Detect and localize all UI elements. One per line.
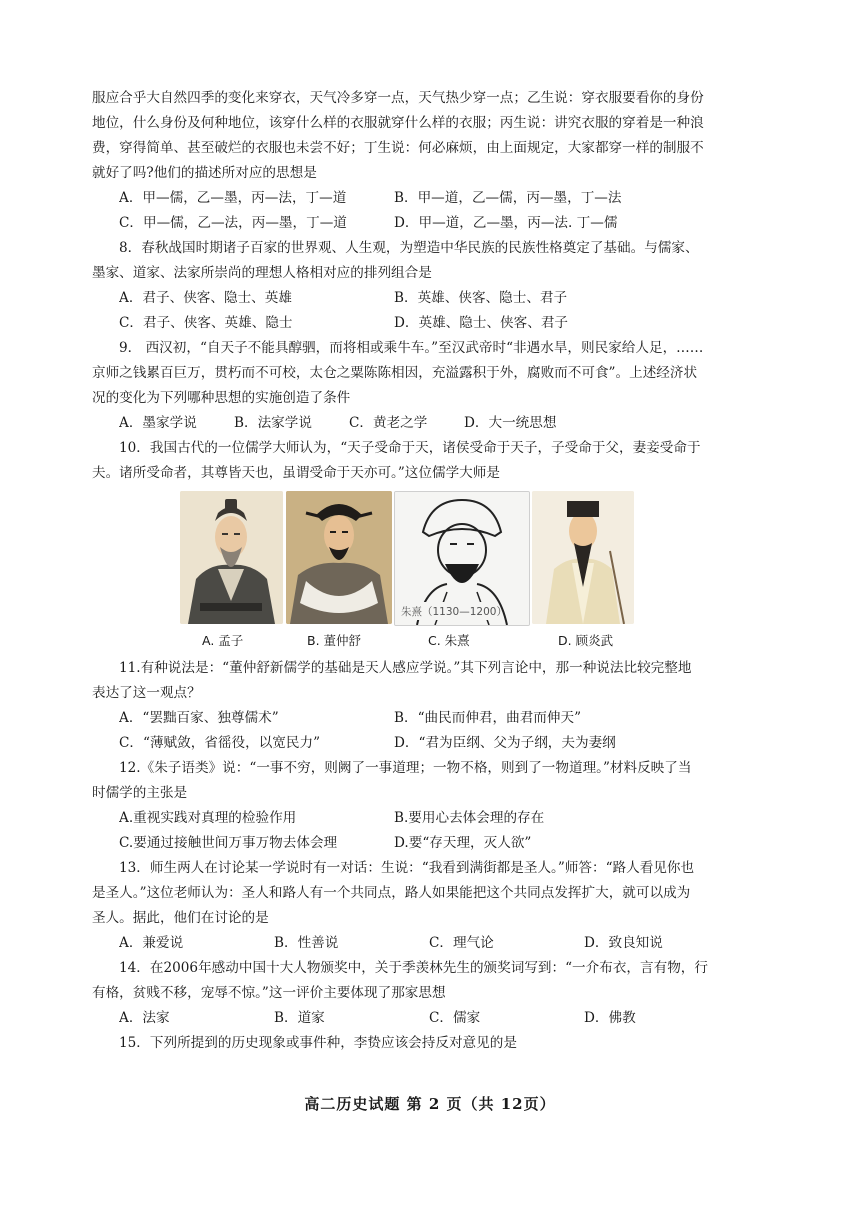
q7-option-d: D．甲—道，乙—墨，丙—法. 丁—儒 [394, 215, 618, 231]
q8-option-b: B．英雄、侠客、隐士、君子 [394, 290, 568, 306]
q12-options-row-1 [92, 806, 772, 831]
q9-option-c: C．黄老之学 [349, 415, 428, 431]
q12-stem-line-1: 12.《朱子语类》说：“一事不穷，则阙了一事道理；一物不格，则到了一物道理。”材料反映了当 [119, 760, 692, 776]
q8-stem-line-1: 8．春秋战国时期诸子百家的世界观、人生观，为塑造中华民族的民族性格奠定了基础。与儒家、 [119, 240, 699, 256]
q9-stem-line-2: 京师之钱累百巨万，贯朽而不可校，太仓之粟陈陈相因，充溢露积于外，腐败而不可食”。上述经济状 [92, 365, 698, 381]
q8-options-row-2 [92, 311, 772, 336]
q11-options-row-1 [92, 706, 772, 731]
q11-stem-line-2: 表达了这一观点？ [92, 685, 201, 701]
q11-option-d: D．“君为臣纲、父为子纲，夫为妻纲 [394, 735, 616, 751]
q13-stem-line-3: 圣人。据此，他们在讨论的是 [92, 910, 269, 926]
q7-stem-line-1: 服应合乎大自然四季的变化来穿衣，天气冷多穿一点，天气热少穿一点；乙生说：穿衣服要看你的身份 [92, 90, 704, 106]
q11-stem-line-1: 11.有种说法是：“董仲舒新儒学的基础是天人感应学说。”其下列言论中，那一种说法比较完整地 [119, 660, 692, 676]
q7-stem-line-2: 地位，什么身份及何种地位，该穿什么样的衣服就穿什么样的衣服；丙生说：讲究衣服的穿着是一种浪 [92, 115, 704, 131]
q12-option-b: B.要用心去体会理的存在 [394, 810, 545, 826]
q14-option-c: C．儒家 [429, 1010, 481, 1026]
caption-c: C. 朱熹 [428, 633, 470, 648]
q14-options-row [92, 1006, 772, 1031]
q7-stem-line-3: 费，穿得简单、甚至破烂的衣服也未尝不好；丁生说：何必麻烦，由上面规定，大家都穿一样的制服不 [92, 140, 704, 156]
q12-option-d: D.要“存天理，灭人欲” [394, 835, 532, 851]
q13-stem-line-1: 13．师生两人在讨论某一学说时有一对话：生说：“我看到满街都是圣人。”师答：“路人看见你也 [119, 860, 695, 876]
q14-option-d: D．佛教 [584, 1010, 636, 1026]
q7-options-row-1 [92, 186, 772, 211]
q9-options-row [92, 411, 772, 436]
caption-b: B. 董仲舒 [307, 633, 362, 648]
q14-stem-line-1: 14．在2006年感动中国十大人物颁奖中，关于季羡林先生的颁奖词写到：“一介布衣，言有物，行 [119, 960, 708, 976]
q11-option-b: B．“曲民而伸君，曲君而伸天” [394, 710, 582, 726]
q11-option-c: C．“薄赋敛，省徭役，以宽民力” [119, 735, 321, 751]
q9-option-b: B．法家学说 [234, 415, 312, 431]
q12-option-c: C.要通过接触世间万事万物去体会理 [119, 835, 338, 851]
q7-option-c: C．甲—儒，乙—法，丙—墨，丁—道 [119, 215, 347, 231]
q9-stem-line-1: 9． 西汉初，“自天子不能具醇驷，而将相或乘牛车。”至汉武帝时“非遇水旱，则民家给人足，…… [119, 340, 704, 356]
q13-option-b: B．性善说 [274, 935, 339, 951]
q8-options-row-1 [92, 286, 772, 311]
portrait-zhu-xi [394, 491, 530, 626]
portrait-mencius [180, 491, 283, 624]
q7-option-b: B．甲—道，乙—儒，丙—墨，丁—法 [394, 190, 622, 206]
q8-stem-line-2: 墨家、道家、法家所崇尚的理想人格相对应的排列组合是 [92, 265, 432, 281]
q9-stem-line-3: 况的变化为下列哪种思想的实施创造了条件 [92, 390, 351, 406]
page-footer: 高二历史试题 第 2 页（共 12页） [304, 1095, 556, 1113]
q12-option-a: A.重视实践对真理的检验作用 [119, 810, 297, 826]
portrait-gu-yanwu [532, 491, 634, 624]
q10-stem-line-2: 夫。诸所受命者，其尊皆天也，虽谓受命于天亦可。”这位儒学大师是 [92, 465, 500, 481]
caption-a: A. 孟子 [202, 633, 244, 648]
q14-stem-line-2: 有格，贫贱不移，宠辱不惊。”这一评价主要体现了那家思想 [92, 985, 446, 1001]
q10-stem-line-1: 10．我国古代的一位儒学大师认为，“天子受命于天，诸侯受命于天子，子受命于父，妻妾受命于 [119, 440, 701, 456]
zhu-xi-inset-label: 朱熹（1130—1200） [401, 606, 507, 618]
q9-option-a: A．墨家学说 [119, 415, 197, 431]
q13-options-row [92, 931, 772, 956]
q14-option-b: B．道家 [274, 1010, 325, 1026]
q8-option-c: C．君子、侠客、英雄、隐士 [119, 315, 293, 331]
question-content [92, 86, 772, 1056]
q8-option-d: D．英雄、隐士、侠客、君子 [394, 315, 569, 331]
q13-option-c: C．理气论 [429, 935, 494, 951]
q9-option-d: D．大一统思想 [464, 415, 557, 431]
q11-options-row-2 [92, 731, 772, 756]
q13-option-a: A．兼爱说 [119, 935, 184, 951]
q15-stem: 15．下列所提到的历史现象或事件种，李贽应该会持反对意见的是 [119, 1035, 517, 1051]
q13-stem-line-2: 是圣人。”这位老师认为：圣人和路人有一个共同点，路人如果能把这个共同点发挥扩大，就可以成为 [92, 885, 691, 901]
q13-option-d: D．致良知说 [584, 935, 663, 951]
q11-option-a: A．“罢黜百家、独尊儒术” [119, 710, 279, 726]
q8-option-a: A．君子、侠客、隐士、英雄 [119, 290, 292, 306]
q14-option-a: A．法家 [119, 1010, 170, 1026]
q7-options-row-2 [92, 211, 772, 236]
q12-stem-line-2: 时儒学的主张是 [92, 785, 188, 801]
q10-portraits-figure [92, 488, 772, 656]
q7-option-a: A．甲—儒，乙—墨，丙—法，丁—道 [119, 190, 347, 206]
q12-options-row-2 [92, 831, 772, 856]
portrait-dong-zhongshu [286, 491, 392, 624]
q7-stem-line-4: 就好了吗?他们的描述所对应的思想是 [92, 165, 317, 181]
caption-d: D. 顾炎武 [558, 633, 614, 648]
